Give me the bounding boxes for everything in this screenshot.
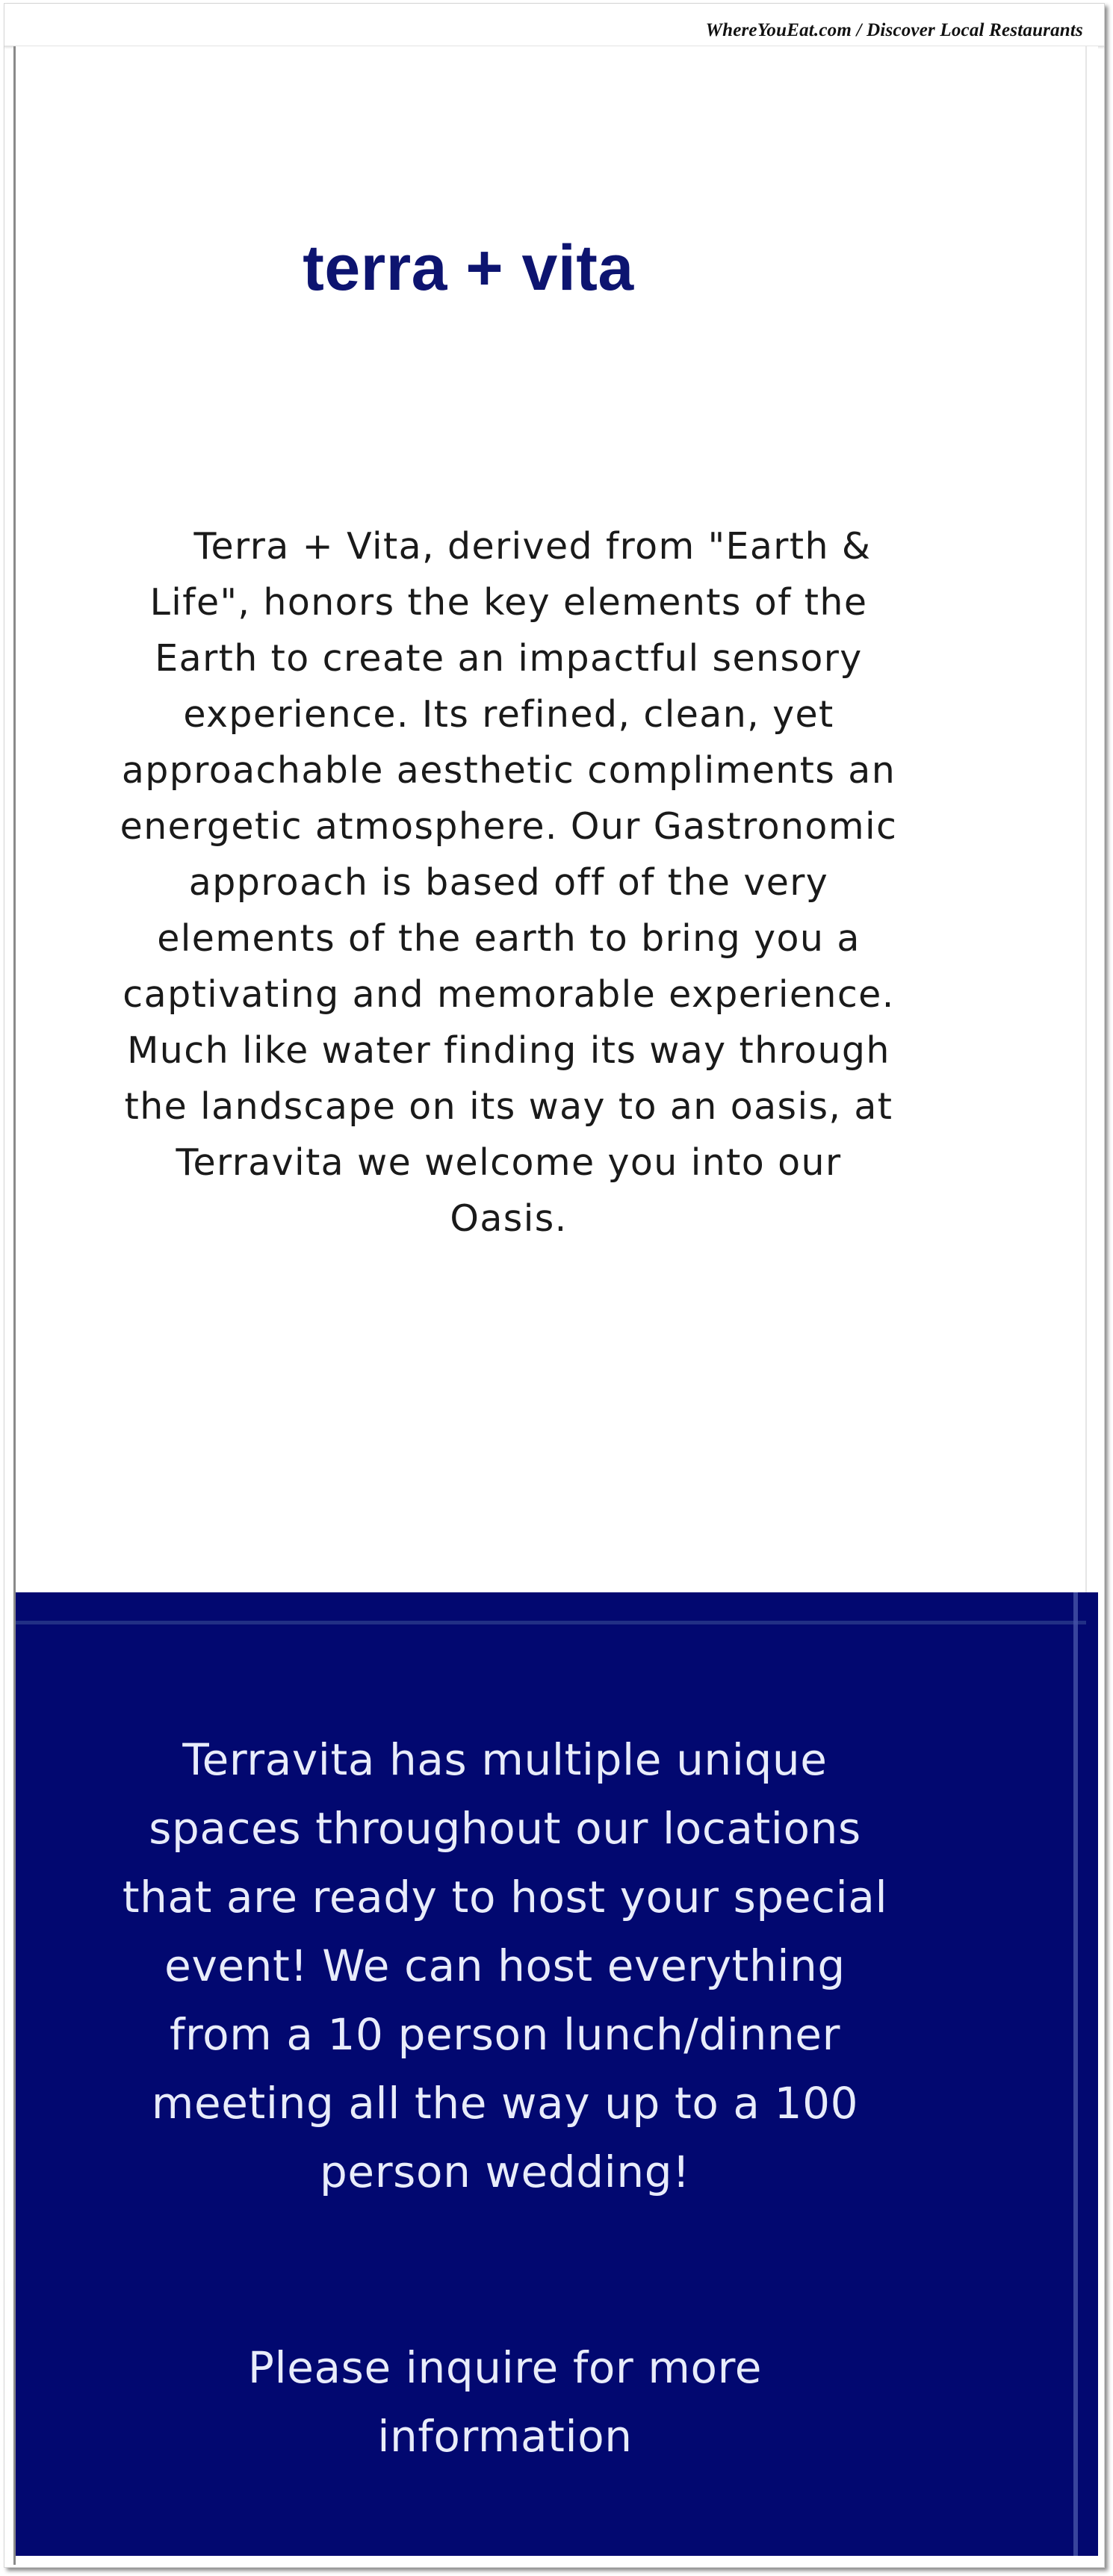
intro-line: experience. Its refined, clean, yet [183,693,834,736]
events-line: meeting all the way up to a 100 [151,2078,859,2129]
intro-line: Much like water finding its way through [127,1029,890,1072]
site-header-label: WhereYouEat.com / Discover Local Restaurants [705,20,1083,40]
intro-line: captivating and memorable experience. [123,973,895,1016]
events-panel [16,1592,1098,2556]
menu-page-scan [13,46,1098,2565]
intro-line: approachable aesthetic compliments an [121,749,896,792]
intro-line: Life", honors the key elements of the [149,581,868,624]
inquire-line: Please inquire for more [247,2342,763,2393]
intro-line: approach is based off of the very [188,861,829,904]
intro-line: Terravita we welcome you into our [176,1141,842,1184]
events-line: that are ready to host your special [122,1872,888,1922]
intro-paragraph [53,518,964,1247]
scan-streak [16,1621,1086,1624]
events-line: person wedding! [320,2147,690,2197]
intro-line: Earth to create an impactful sensory [155,637,863,680]
inquire-line: information [377,2411,633,2462]
events-line: from a 10 person lunch/dinner [169,2009,841,2060]
events-paragraph [38,1725,972,2206]
intro-line: Terra + Vita, derived from "Earth & [193,525,872,568]
intro-line: elements of the earth to bring you a [157,917,861,960]
inquire-paragraph [38,2333,972,2471]
intro-line: Oasis. [450,1197,568,1240]
events-line: event! We can host everything [164,1940,846,1991]
events-line: Terravita has multiple unique [182,1734,828,1785]
events-line: spaces throughout our locations [149,1803,861,1854]
page-fold-line [1085,46,1087,1592]
panel-fold-line [1073,1592,1078,2556]
restaurant-name-title: terra + vita [303,232,634,304]
intro-line: energetic atmosphere. Our Gastronomic [120,805,898,848]
page-frame [4,3,1105,2568]
intro-line: the landscape on its way to an oasis, at [124,1085,893,1128]
